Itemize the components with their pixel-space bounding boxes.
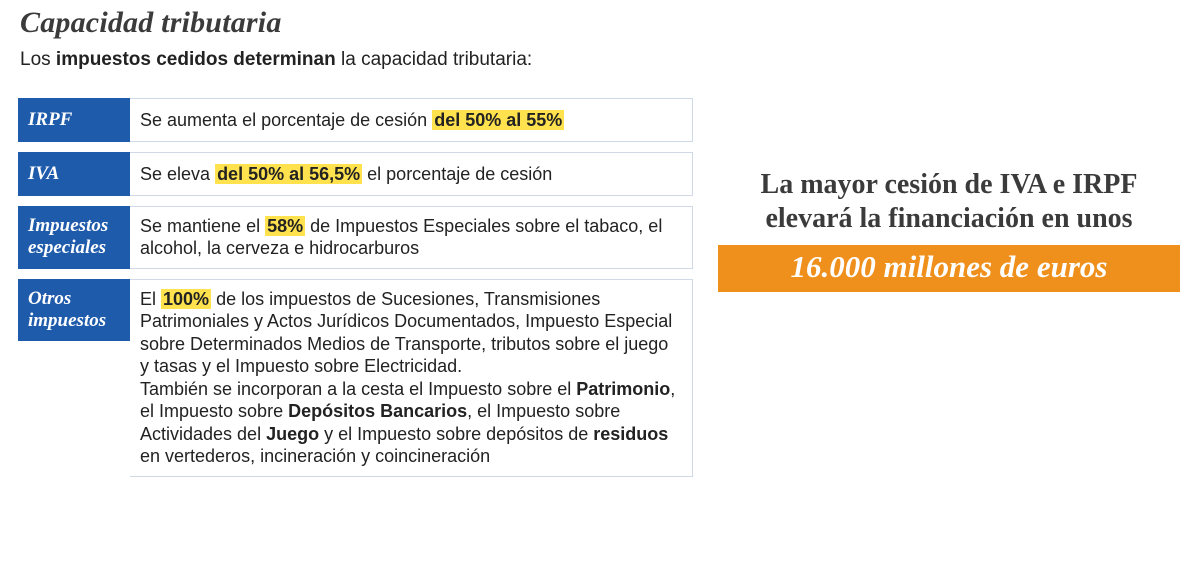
irpf-text-pre: Se aumenta el porcentaje de cesión [140, 109, 433, 130]
table-row-iva [18, 152, 693, 196]
table-row-impuestos-especiales [18, 206, 693, 269]
esp-highlight: 58% [267, 215, 304, 236]
row-label-line1: Impuestos [28, 215, 109, 237]
row-label-line1: Otros [28, 287, 72, 309]
row-label-impuestos-especiales [18, 206, 130, 269]
esp-text-pre: Se mantiene el [140, 215, 266, 236]
otros-p2-f: en vertederos, incineración y coincineración [140, 446, 491, 467]
otros-p2-c: , el Impuesto sobre [140, 378, 676, 422]
right-headline [718, 168, 1180, 236]
row-label-irpf: IRPF [18, 98, 130, 142]
iva-text-post: el porcentaje de cesión [362, 163, 553, 184]
right-column [718, 168, 1180, 292]
iva-highlight: del 50% al 56,5% [217, 163, 361, 184]
tax-rows-list [18, 98, 698, 477]
otros-p2-d: , el Impuesto sobre Actividades del [140, 401, 621, 444]
table-row-irpf [18, 98, 693, 142]
otros-paragraph-2 [140, 378, 682, 468]
row-body-impuestos-especiales [130, 206, 693, 269]
page-title: Capacidad tributaria [20, 6, 282, 39]
row-label-otros-impuestos [18, 279, 130, 341]
otros-p2-a: También se incorporan a la cesta el Impuesto sobre el [140, 378, 577, 399]
otros-p2-bold-depositos: Depósitos Bancarios [288, 401, 468, 422]
subtitle-post: la capacidad tributaria: [335, 49, 533, 70]
left-column [18, 0, 698, 487]
table-row-otros-impuestos [18, 279, 693, 477]
row-body-iva [130, 152, 693, 196]
irpf-highlight: del 50% al 55% [434, 109, 563, 130]
subtitle-bold: impuestos cedidos determinan [55, 49, 336, 70]
otros-p2-bold-juego: Juego [266, 423, 320, 444]
subtitle-pre: Los [20, 49, 56, 70]
row-label-line2: impuestos [28, 309, 107, 331]
otros-paragraph-1 [140, 288, 682, 378]
otros-p2-bold-residuos: residuos [593, 423, 669, 444]
page-subtitle [20, 49, 698, 72]
otros-p2-bold-patrimonio: Patrimonio [576, 378, 671, 399]
row-body-irpf [130, 98, 693, 142]
row-body-otros-impuestos [130, 279, 693, 477]
right-headline-line2: elevará la financiación en unos [765, 203, 1133, 235]
esp-text-post: de Impuestos Especiales sobre el tabaco, el alcohol, la cerveza e hidrocarburos [140, 215, 663, 259]
otros-p1-highlight: 100% [163, 288, 210, 309]
row-label-iva: IVA [18, 152, 130, 196]
row-label-line2: especiales [28, 237, 107, 259]
iva-text-pre: Se eleva [140, 163, 216, 184]
otros-p1-post: de los impuestos de Sucesiones, Transmisiones Patrimoniales y Actos Jurídicos Documentados, Impuesto Especial sobre Determinados Medios de Transporte, tributos sobre el juego y tasas y el Impuesto sobre Electricidad. [140, 288, 673, 377]
right-headline-line1: La mayor cesión de IVA e IRPF [760, 169, 1138, 200]
otros-p1-pre: El [140, 288, 162, 309]
otros-p2-e: y el Impuesto sobre depósitos de [319, 423, 594, 444]
right-banner-amount: 16.000 millones de euros [718, 245, 1180, 292]
